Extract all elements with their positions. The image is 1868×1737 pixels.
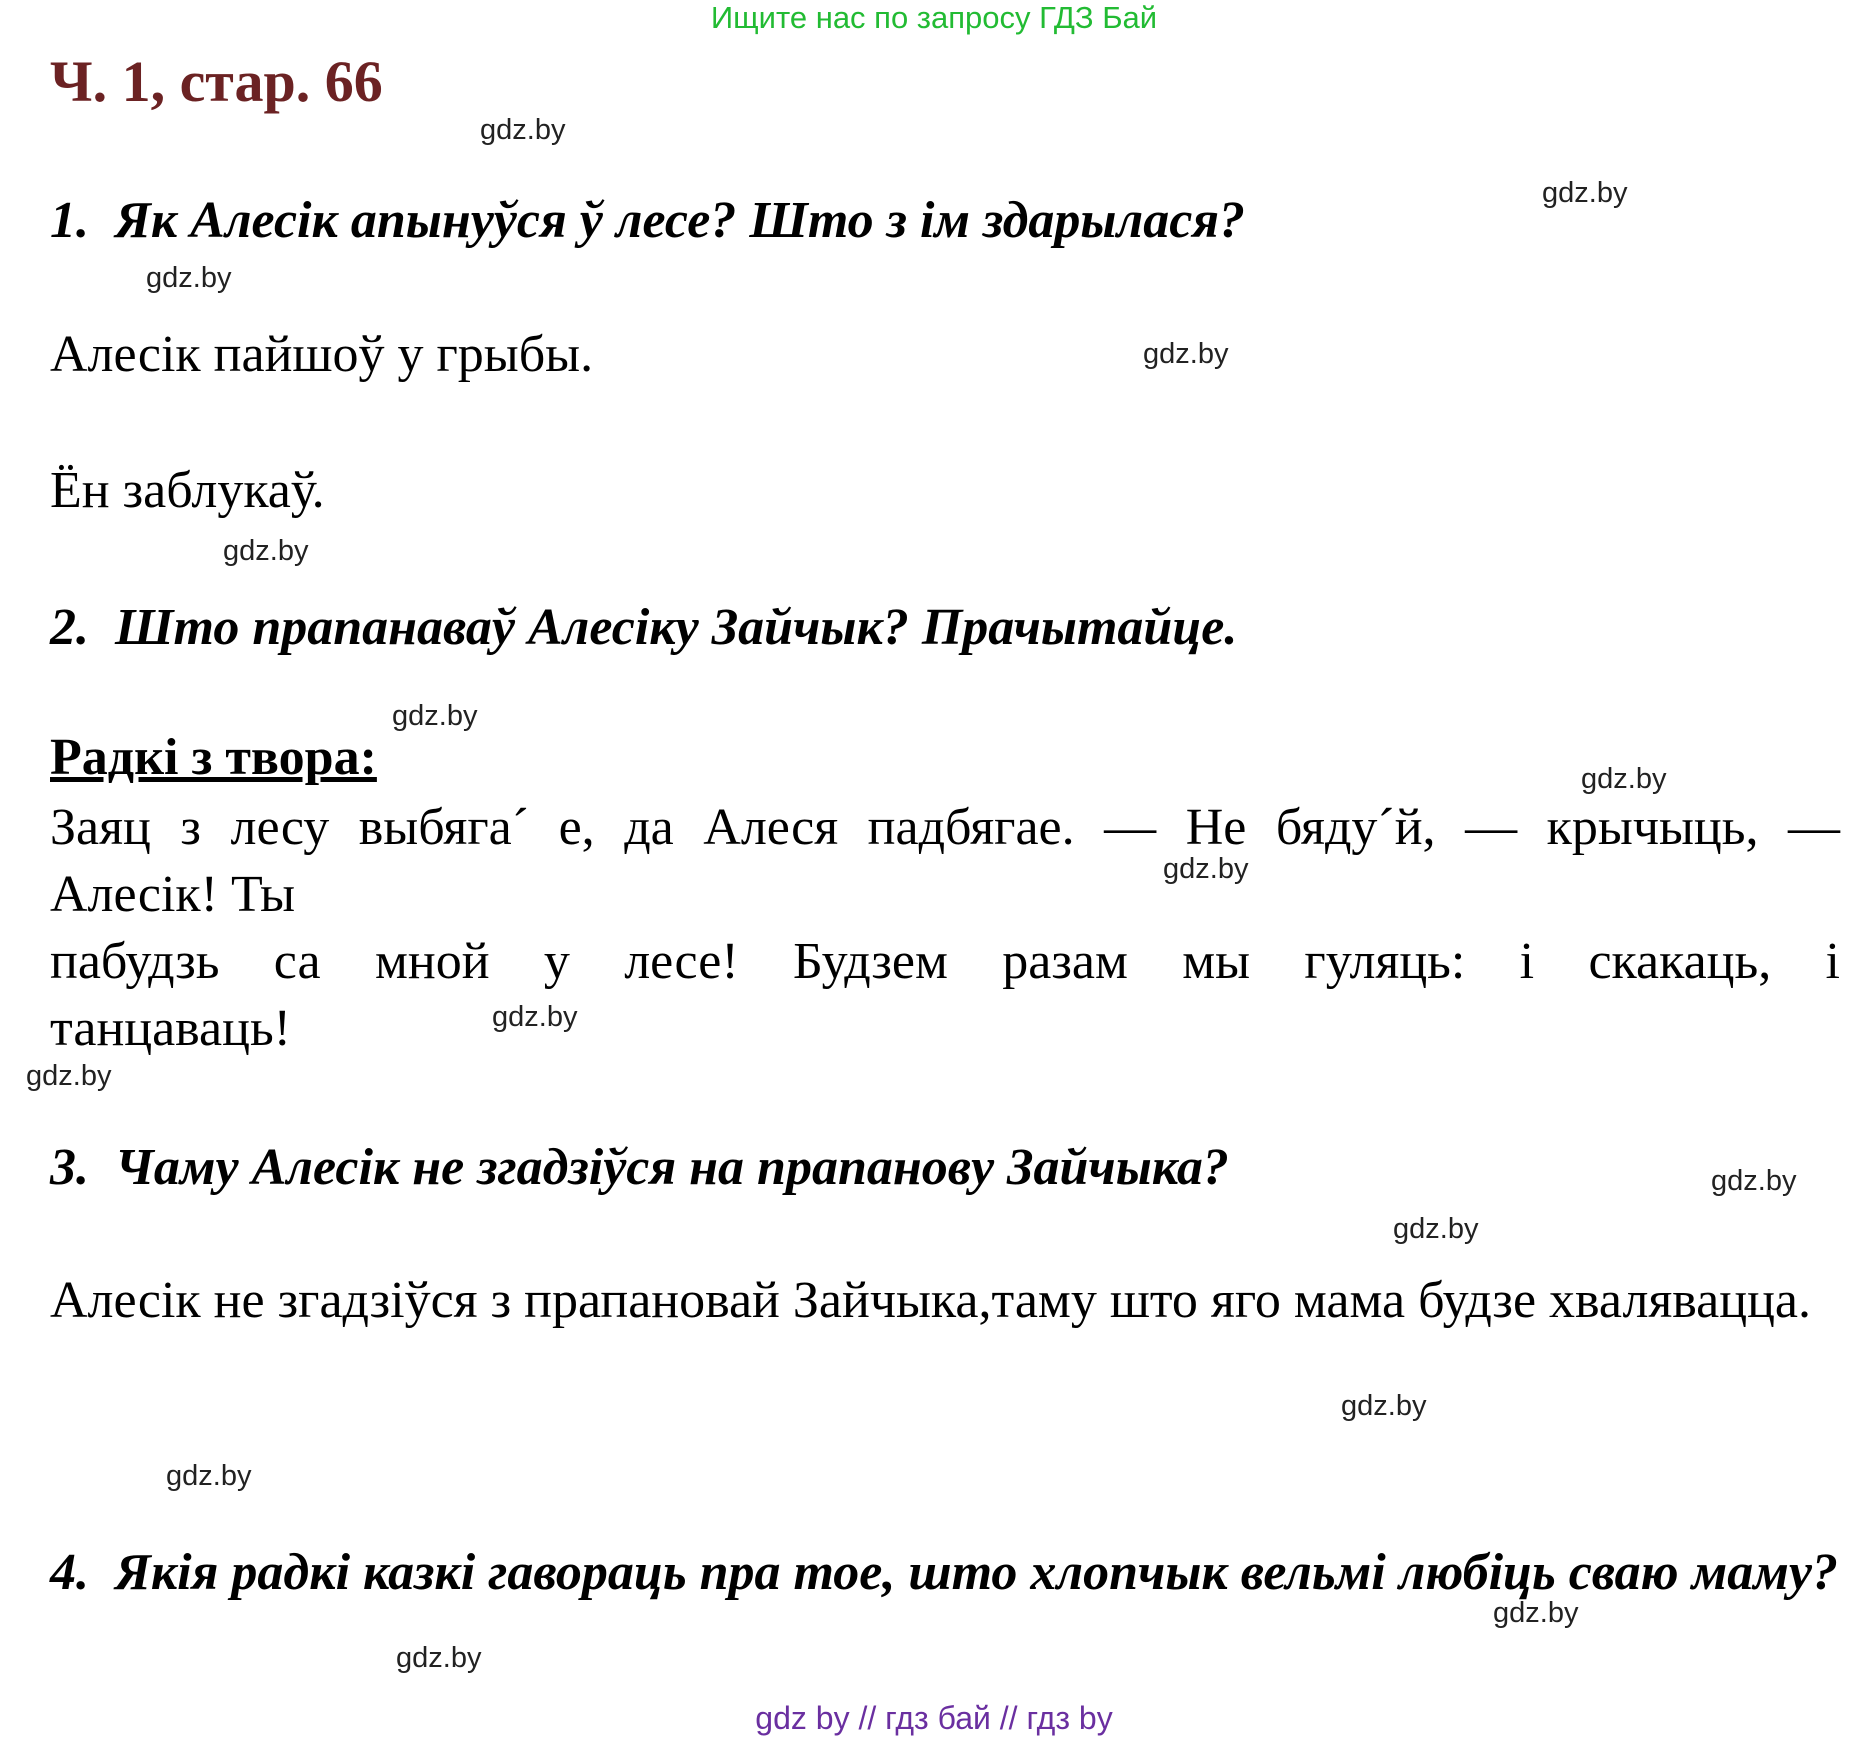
answer-1-line-1: Алесік пайшоў у грыбы. — [50, 326, 594, 383]
watermark: gdz.by — [492, 1001, 578, 1033]
question-text: Якія радкі казкі гавораць пра тое, што хлопчык вельмі любіць сваю маму? — [115, 1544, 1838, 1601]
search-banner: Ищите нас по запросу ГДЗ Бай — [710, 0, 1158, 35]
question-text: Чаму Алесік не згадзіўся на прапанову Зайчыка? — [115, 1139, 1229, 1196]
question-number: 1. — [50, 192, 89, 249]
question-3 — [50, 1135, 1840, 1201]
watermark: gdz.by — [1493, 1597, 1579, 1629]
watermark: gdz.by — [1163, 853, 1249, 885]
watermark: gdz.by — [1711, 1165, 1797, 1197]
answer-3: Алесік не згадзіўся з прапановай Зайчыка,таму што яго мама будзе хваляваццa. — [50, 1272, 1811, 1329]
watermark: gdz.by — [26, 1060, 112, 1092]
question-text: Што прапанаваў Алесіку Зайчык? Прачытайце. — [115, 599, 1238, 656]
watermark: gdz.by — [1341, 1390, 1427, 1422]
watermark: gdz.by — [1542, 177, 1628, 209]
question-number: 4. — [50, 1544, 89, 1601]
watermark: gdz.by — [392, 700, 478, 732]
quote-heading: Радкі з твора: — [50, 729, 377, 786]
question-number: 2. — [50, 599, 89, 656]
watermark: gdz.by — [223, 535, 309, 567]
question-text: Як Алесік апынуўся ў лесе? Што з ім здарылася? — [115, 192, 1246, 249]
footer: gdz by // гдз бай // гдз by — [755, 1700, 1113, 1736]
watermark: gdz.by — [1393, 1213, 1479, 1245]
quote-line-4: танцаваць! — [50, 1000, 291, 1057]
question-2 — [50, 595, 1840, 661]
quote-line-3: пабудзь са мной у лесе! Будзем разам мы гуляць: і скакаць, і — [50, 933, 1840, 990]
answer-1-line-2: Ён заблукаў. — [50, 462, 325, 519]
page-title: Ч. 1, стар. 66 — [50, 49, 383, 114]
quote-line-2: Алесік! Ты — [50, 866, 296, 923]
watermark: gdz.by — [1143, 338, 1229, 370]
watermark: gdz.by — [396, 1642, 482, 1674]
watermark: gdz.by — [166, 1460, 252, 1492]
quote-line-1: Заяц з лесу выбяга´ е, да Алеся падбягае. — Не бяду´й, — крычыць, — — [50, 799, 1840, 856]
question-number: 3. — [50, 1139, 89, 1196]
watermark: gdz.by — [146, 262, 232, 294]
watermark: gdz.by — [480, 114, 566, 146]
watermark: gdz.by — [1581, 763, 1667, 795]
